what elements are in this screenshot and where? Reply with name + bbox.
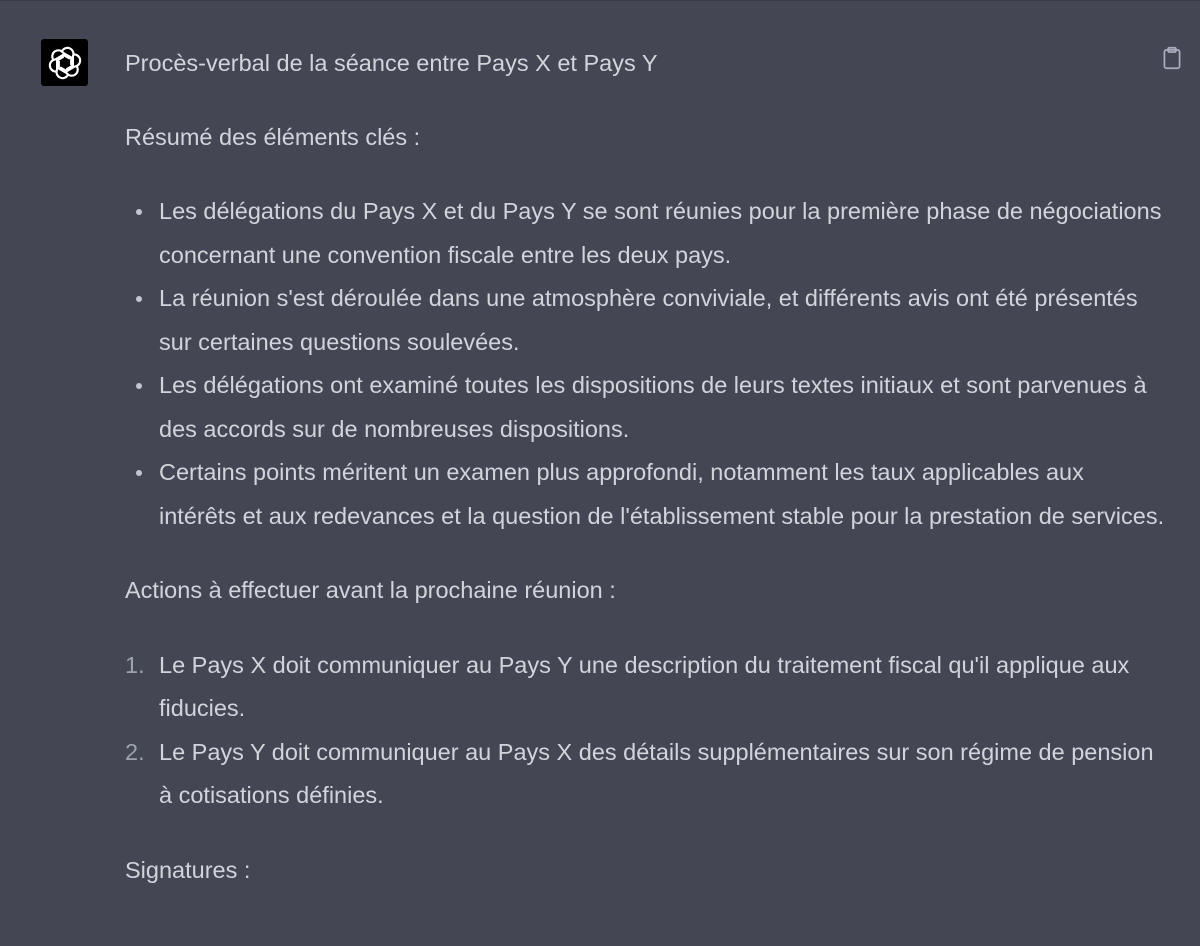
top-divider xyxy=(0,0,1200,1)
actions-heading: Actions à effectuer avant la prochaine réunion : xyxy=(125,577,616,603)
list-item xyxy=(125,731,1165,818)
list-item-text: Le Pays X doit communiquer au Pays Y une description du traitement fiscal qu'il applique aux fiducies. xyxy=(159,651,1130,721)
list-item: Les délégations ont examiné toutes les dispositions de leurs textes initiaux et sont parvenues à des accords sur de nombreuses dispositions. xyxy=(125,364,1165,451)
list-item xyxy=(125,644,1165,731)
summary-list xyxy=(125,190,1165,538)
summary-heading: Résumé des éléments clés : xyxy=(125,123,421,150)
openai-logo-icon xyxy=(48,46,82,80)
assistant-message xyxy=(125,42,1165,892)
list-item: Certains points méritent un examen plus approfondi, notamment les taux applicables aux intérêts et aux redevances et la question de l'établissement stable pour la prestation de services. xyxy=(125,451,1165,538)
message-title: Procès-verbal de la séance entre Pays X et Pays Y xyxy=(125,50,658,76)
signatures-heading: Signatures : xyxy=(125,856,251,883)
actions-list xyxy=(125,644,1165,818)
list-item: Les délégations du Pays X et du Pays Y se sont réunies pour la première phase de négociations concernant une convention fiscale entre les deux pays. xyxy=(125,190,1165,277)
list-item-text: Le Pays Y doit communiquer au Pays X des détails supplémentaires sur son régime de pension à cotisations définies. xyxy=(159,738,1154,808)
assistant-avatar xyxy=(41,39,88,86)
list-number: 2. xyxy=(125,738,145,765)
list-item: La réunion s'est déroulée dans une atmosphère conviviale, et différents avis ont été présentés sur certaines questions soulevées. xyxy=(125,277,1165,364)
list-number: 1. xyxy=(125,651,145,678)
